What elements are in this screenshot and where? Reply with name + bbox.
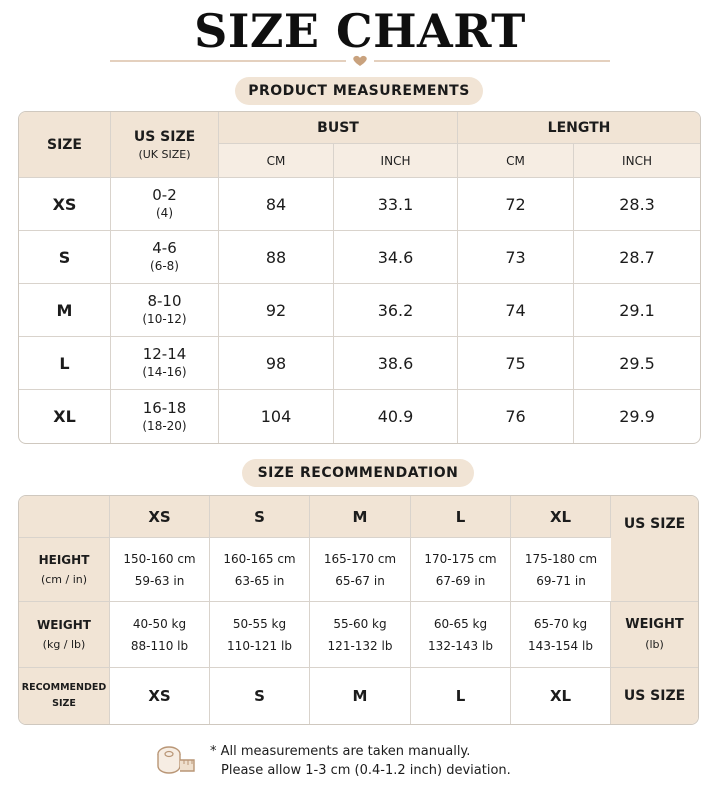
recommended-size-label: SIZE bbox=[52, 698, 76, 709]
header-us-size-label: US SIZE bbox=[133, 128, 196, 145]
weight-label-cell bbox=[19, 602, 110, 668]
weight-lb: 143-154 lb bbox=[528, 638, 593, 653]
heart-divider-icon bbox=[110, 54, 610, 68]
section-title-recommendation: SIZE RECOMMENDATION bbox=[242, 459, 474, 487]
length-inch-value: 29.9 bbox=[619, 407, 655, 426]
right-us-size-bottom: US SIZE bbox=[611, 668, 698, 724]
recommended-value: S bbox=[210, 668, 310, 724]
length-cm-value: 72 bbox=[458, 178, 574, 231]
right-weight-cell bbox=[611, 602, 698, 668]
row-size: XS bbox=[19, 178, 111, 231]
footer-text bbox=[210, 742, 511, 780]
table-row bbox=[19, 231, 700, 284]
product-measurements-table bbox=[18, 111, 701, 444]
height-in: 65-67 in bbox=[335, 573, 385, 588]
row-us-size bbox=[111, 231, 219, 284]
recommended-value: L bbox=[411, 668, 511, 724]
bust-inch-value: 40.9 bbox=[334, 390, 458, 443]
recommended-value: XS bbox=[110, 668, 210, 724]
bust-cm-value: 88 bbox=[219, 231, 334, 284]
height-cell bbox=[411, 538, 511, 602]
uk-size-value: (6-8) bbox=[150, 259, 179, 273]
recommended-value: M bbox=[310, 668, 411, 724]
bust-inch-value: 38.6 bbox=[334, 337, 458, 390]
corner-cell bbox=[19, 496, 110, 538]
height-cell bbox=[110, 538, 210, 602]
bust-inch-value: 36.2 bbox=[334, 284, 458, 337]
bust-cm-value: 84 bbox=[219, 178, 334, 231]
uk-size-value: (4) bbox=[156, 206, 173, 220]
header-length: LENGTH bbox=[458, 112, 700, 144]
weight-cell bbox=[310, 602, 411, 668]
height-cell bbox=[511, 538, 611, 602]
row-us-size bbox=[111, 284, 219, 337]
row-size: L bbox=[19, 337, 111, 390]
length-cm-value: 75 bbox=[458, 337, 574, 390]
recommended-label-cell bbox=[19, 668, 110, 724]
height-in: 63-65 in bbox=[234, 573, 285, 588]
footer-line-1: * All measurements are taken manually. bbox=[210, 744, 471, 759]
length-inch-value: 29.5 bbox=[574, 337, 700, 390]
bust-cm-value: 104 bbox=[219, 390, 334, 443]
header-length-inch: INCH bbox=[574, 144, 700, 178]
size-recommendation-table bbox=[18, 495, 699, 725]
length-inch-value: 28.3 bbox=[574, 178, 700, 231]
height-in: 69-71 in bbox=[536, 573, 586, 588]
height-cell bbox=[210, 538, 310, 602]
col-header-xs: XS bbox=[110, 496, 210, 538]
uk-size-value: (10-12) bbox=[142, 312, 187, 326]
table-row bbox=[19, 602, 698, 668]
us-size-value: 0-2 bbox=[152, 186, 177, 204]
row-size: M bbox=[19, 284, 111, 337]
header-bust-cm: CM bbox=[219, 144, 334, 178]
table-row bbox=[19, 337, 700, 390]
header-bust-inch: INCH bbox=[334, 144, 458, 178]
table-row bbox=[19, 390, 700, 443]
length-cm-value: 74 bbox=[458, 284, 574, 337]
length-cm-value: 73 bbox=[458, 231, 574, 284]
bust-cm-value: 92 bbox=[219, 284, 334, 337]
footer-line-2: Please allow 1-3 cm (0.4-1.2 inch) deviation. bbox=[221, 763, 511, 778]
us-size-value: 16-18 bbox=[142, 398, 187, 417]
col-header-m: M bbox=[310, 496, 411, 538]
height-cm: 170-175 cm bbox=[424, 551, 497, 566]
weight-cell bbox=[511, 602, 611, 668]
header-size: SIZE bbox=[19, 112, 111, 178]
recommended-label: RECOMMENDED bbox=[21, 682, 107, 693]
height-unit: (cm / in) bbox=[40, 572, 88, 586]
section-title-measurements: PRODUCT MEASUREMENTS bbox=[235, 77, 483, 105]
row-us-size bbox=[111, 178, 219, 231]
weight-kg: 55-60 kg bbox=[333, 616, 387, 631]
weight-kg: 65-70 kg bbox=[533, 616, 588, 631]
table-row bbox=[19, 178, 700, 231]
weight-lb: 121-132 lb bbox=[327, 638, 393, 653]
height-cm: 150-160 cm bbox=[123, 551, 196, 566]
recommended-value: XL bbox=[511, 668, 611, 724]
col-header-xl: XL bbox=[511, 496, 611, 538]
height-in: 67-69 in bbox=[435, 573, 486, 588]
col-header-l: L bbox=[411, 496, 511, 538]
right-weight-unit: (lb) bbox=[645, 637, 664, 651]
table-row bbox=[19, 284, 700, 337]
height-in: 59-63 in bbox=[134, 573, 185, 588]
length-inch-value: 29.1 bbox=[574, 284, 700, 337]
weight-label: WEIGHT bbox=[37, 617, 91, 632]
weight-lb: 110-121 lb bbox=[227, 638, 292, 653]
uk-size-value: (14-16) bbox=[142, 365, 187, 379]
weight-kg: 50-55 kg bbox=[232, 616, 287, 631]
us-size-value: 12-14 bbox=[142, 345, 187, 363]
height-cell bbox=[310, 538, 411, 602]
bust-cm-value: 98 bbox=[219, 337, 334, 390]
height-label-cell bbox=[19, 538, 110, 602]
weight-kg: 60-65 kg bbox=[433, 616, 488, 631]
us-size-value: 8-10 bbox=[147, 292, 182, 310]
length-cm-value: 76 bbox=[458, 390, 574, 443]
header-uk-size-label: (UK SIZE) bbox=[138, 147, 191, 161]
row-us-size bbox=[111, 390, 219, 443]
weight-lb: 88-110 lb bbox=[130, 638, 189, 653]
right-weight-label: WEIGHT bbox=[625, 616, 684, 632]
weight-lb: 132-143 lb bbox=[428, 638, 493, 653]
height-label: HEIGHT bbox=[38, 552, 90, 567]
weight-kg: 40-50 kg bbox=[132, 616, 187, 631]
table-row bbox=[19, 538, 698, 602]
weight-cell bbox=[411, 602, 511, 668]
us-size-value: 4-6 bbox=[152, 239, 177, 257]
page-title: SIZE CHART bbox=[194, 4, 526, 58]
footer-note bbox=[156, 741, 696, 785]
length-inch-value: 28.7 bbox=[574, 231, 700, 284]
weight-cell bbox=[210, 602, 310, 668]
bust-inch-value: 34.6 bbox=[334, 231, 458, 284]
header-us-size bbox=[111, 112, 219, 178]
row-size: XL bbox=[19, 390, 111, 443]
weight-cell bbox=[110, 602, 210, 668]
height-cm: 160-165 cm bbox=[223, 551, 296, 566]
uk-size-value: (18-20) bbox=[142, 418, 187, 433]
measuring-tape-icon bbox=[156, 744, 196, 778]
row-us-size bbox=[111, 337, 219, 390]
row-size: S bbox=[19, 231, 111, 284]
weight-unit: (kg / lb) bbox=[42, 637, 86, 651]
height-cm: 175-180 cm bbox=[524, 551, 598, 566]
table-row bbox=[19, 668, 698, 724]
bust-inch-value: 33.1 bbox=[334, 178, 458, 231]
right-us-size-label: US SIZE bbox=[611, 496, 698, 602]
header-length-cm: CM bbox=[458, 144, 574, 178]
height-cm: 165-170 cm bbox=[323, 551, 397, 566]
col-header-s: S bbox=[210, 496, 310, 538]
header-bust: BUST bbox=[219, 112, 458, 144]
